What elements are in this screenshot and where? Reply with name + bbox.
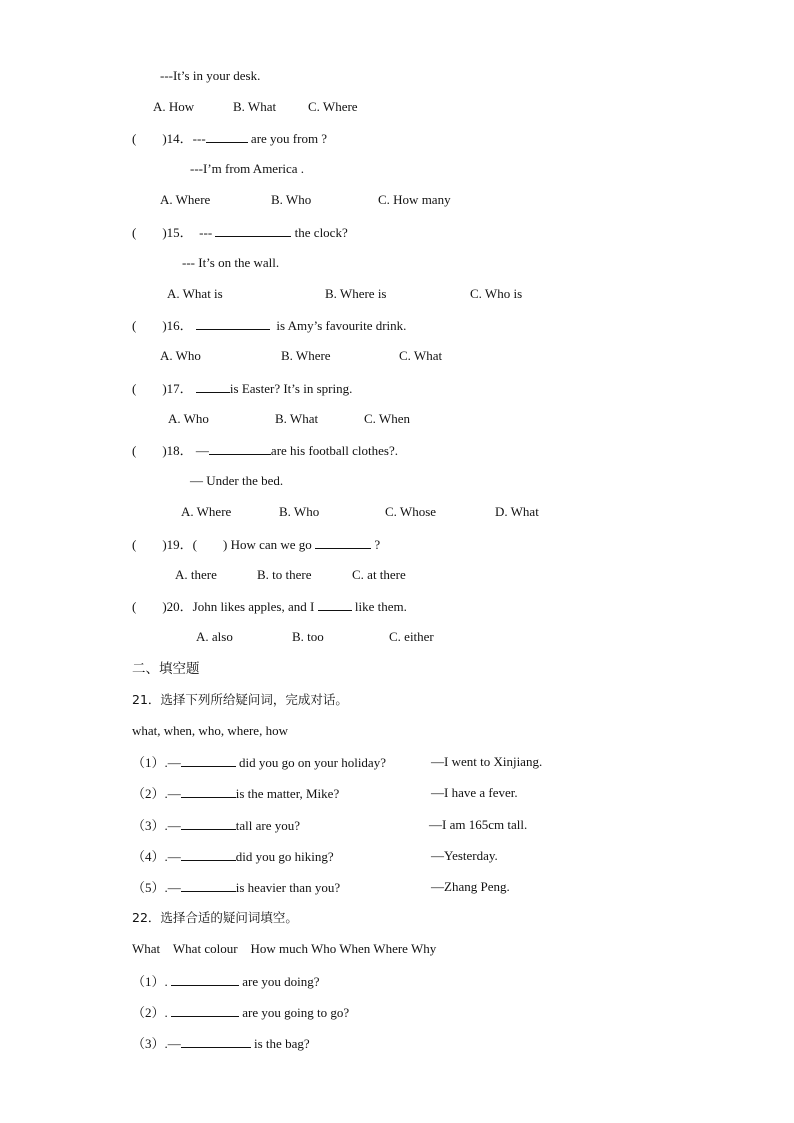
q16-option-a: A. Who — [160, 348, 201, 363]
q20-text: like them. — [354, 599, 407, 614]
q22-item-3-text: is the bag? — [254, 1036, 310, 1051]
question-18 — [132, 442, 398, 458]
q21-item-5-answer: —Zhang Peng. — [431, 879, 510, 894]
q21-item-2-number: （2）.— — [132, 786, 181, 801]
q16-number: ( )16． — [132, 318, 193, 333]
q22-title: 22．选择合适的疑问词填空。 — [132, 910, 298, 925]
q22-item-3-blank[interactable] — [181, 1035, 251, 1048]
q14-text: are you from ? — [250, 131, 328, 146]
q20-option-a: A. also — [196, 629, 233, 644]
q18-answer-blank[interactable] — [209, 442, 271, 455]
q15-reply: --- It’s on the wall. — [182, 255, 280, 270]
question-16 — [132, 317, 406, 333]
q15-option-b: B. Where is — [325, 286, 387, 301]
q21-item-4-number: （4）.— — [132, 849, 181, 864]
q14-prefix: --- — [192, 131, 206, 146]
q14-reply: ---I’m from America . — [190, 161, 305, 176]
q19-text: ? — [374, 537, 381, 552]
q19-option-b: B. to there — [257, 567, 312, 582]
q19-answer-blank[interactable] — [315, 536, 371, 549]
q21-item-2-blank[interactable] — [181, 785, 236, 798]
q22-item-3 — [132, 1035, 310, 1051]
q21-item-1-answer: —I went to Xinjiang. — [431, 754, 543, 769]
q14-option-b: B. Who — [271, 192, 312, 207]
q13-option-b: B. What — [233, 99, 277, 114]
q18-option-d: D. What — [495, 504, 539, 519]
q22-item-2-blank[interactable] — [171, 1004, 239, 1017]
q22-item-2 — [132, 1004, 349, 1020]
q18-option-a: A. Where — [181, 504, 232, 519]
q19-number: ( )19． — [132, 537, 193, 552]
question-15 — [132, 224, 348, 240]
q13-answer-line: ---It’s in your desk. — [160, 68, 261, 83]
q18-number: ( )18． — [132, 443, 193, 458]
q21-item-3-number: （3）.— — [132, 818, 181, 833]
q22-item-1-blank[interactable] — [171, 973, 239, 986]
q19-prefix: ( ) How can we go — [192, 537, 312, 552]
question-14 — [132, 130, 327, 146]
q14-number: ( )14． — [132, 131, 193, 146]
q13-option-c: C. Where — [308, 99, 358, 114]
q21-item-3-text: tall are you? — [235, 818, 301, 833]
q13-option-a: A. How — [153, 99, 195, 114]
q21-item-3 — [132, 817, 300, 833]
q22-item-2-text: are you going to go? — [242, 1005, 350, 1020]
q21-wordbank: what, when, who, where, how — [132, 723, 288, 738]
q21-item-4-text: did you go hiking? — [235, 849, 334, 864]
q19-option-a: A. there — [175, 567, 217, 582]
q20-option-b: B. too — [292, 629, 324, 644]
q21-title: 21．选择下列所给疑问词，完成对话。 — [132, 692, 348, 707]
q17-text: is Easter? It’s in spring. — [229, 381, 353, 396]
q14-option-c: C. How many — [378, 192, 451, 207]
q21-item-5-text: is heavier than you? — [235, 880, 341, 895]
q15-text: the clock? — [294, 225, 348, 240]
q16-option-b: B. Where — [281, 348, 331, 363]
q17-option-a: A. Who — [168, 411, 209, 426]
q21-item-3-blank[interactable] — [181, 817, 236, 830]
q21-item-1 — [132, 754, 386, 770]
q21-item-1-text: did you go on your holiday? — [239, 755, 386, 770]
q15-prefix: --- — [199, 225, 213, 240]
q22-item-2-number: （2）. — [132, 1005, 168, 1020]
q18-option-b: B. Who — [279, 504, 320, 519]
q20-prefix: John likes apples, and I — [192, 599, 315, 614]
q18-reply: — Under the bed. — [190, 473, 284, 488]
q22-item-1-text: are you doing? — [242, 974, 320, 989]
q16-answer-blank[interactable] — [196, 317, 270, 330]
q15-answer-blank[interactable] — [215, 224, 291, 237]
q17-answer-blank[interactable] — [196, 380, 230, 393]
q21-item-3-answer: —I am 165cm tall. — [429, 817, 528, 832]
q19-option-c: C. at there — [352, 567, 406, 582]
question-17 — [132, 380, 352, 396]
q21-item-5-number: （5）.— — [132, 880, 181, 895]
q22-item-1 — [132, 973, 320, 989]
q17-option-c: C. When — [364, 411, 410, 426]
section-heading: 二、填空题 — [132, 661, 200, 677]
question-20 — [132, 598, 407, 614]
q14-option-a: A. Where — [160, 192, 211, 207]
q21-item-2-answer: —I have a fever. — [431, 785, 518, 800]
q21-item-1-blank[interactable] — [181, 754, 236, 767]
q22-wordbank: What What colour How much Who When Where Why — [132, 941, 437, 956]
q22-item-1-number: （1）. — [132, 974, 168, 989]
q21-item-1-number: （1）.— — [132, 755, 181, 770]
q21-item-2 — [132, 785, 339, 801]
q21-item-5 — [132, 879, 340, 895]
q21-item-2-text: is the matter, Mike? — [235, 786, 340, 801]
q17-number: ( )17． — [132, 381, 193, 396]
q16-option-c: C. What — [399, 348, 443, 363]
q14-answer-blank[interactable] — [206, 130, 248, 143]
question-19 — [132, 536, 380, 552]
q18-prefix: — — [195, 443, 209, 458]
q21-item-4-answer: —Yesterday. — [431, 848, 498, 863]
q21-item-4-blank[interactable] — [181, 848, 236, 861]
q20-number: ( )20． — [132, 599, 193, 614]
q17-option-b: B. What — [275, 411, 319, 426]
q20-option-c: C. either — [389, 629, 434, 644]
q21-item-4 — [132, 848, 334, 864]
q15-number: ( )15． — [132, 225, 193, 240]
q15-option-a: A. What is — [167, 286, 223, 301]
q22-item-3-number: （3）.— — [132, 1036, 181, 1051]
q15-option-c: C. Who is — [470, 286, 523, 301]
q21-item-5-blank[interactable] — [181, 879, 236, 892]
q16-text: is Amy’s favourite drink. — [276, 318, 407, 333]
q18-text: are his football clothes?. — [270, 443, 398, 458]
q18-option-c: C. Whose — [385, 504, 437, 519]
q20-answer-blank[interactable] — [318, 598, 352, 611]
